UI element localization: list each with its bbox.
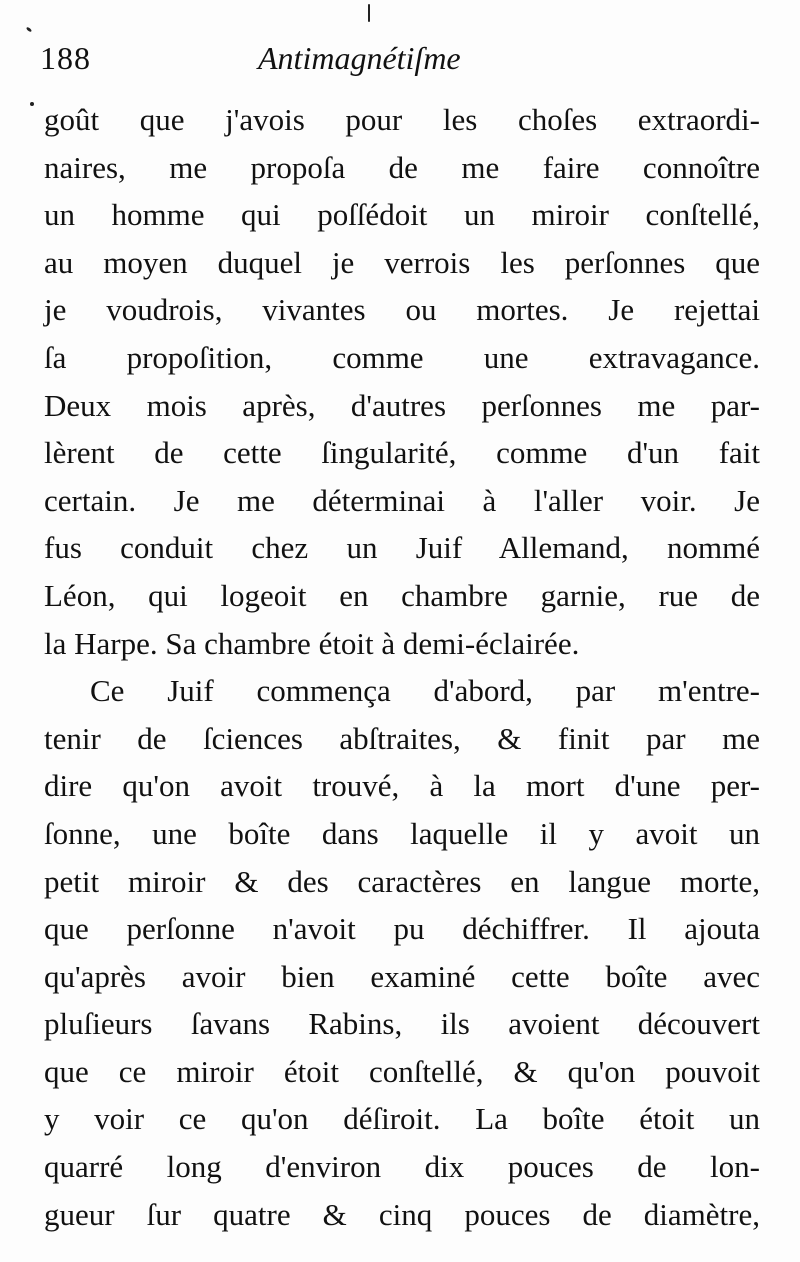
text-line: petit miroir & des caractères en langue morte, <box>44 863 760 899</box>
text-line: que ce miroir étoit conſtellé, & qu'on pouvoit <box>44 1053 760 1089</box>
text-line: ſonne, une boîte dans laquelle il y avoit un <box>44 815 760 851</box>
text-line: Deux mois après, d'autres perſonnes me par- <box>44 387 760 423</box>
text-line: gueur ſur quatre & cinq pouces de diamètre, <box>44 1196 760 1232</box>
text-line: Léon, qui logeoit en chambre garnie, rue de <box>44 577 760 613</box>
text-line: goût que j'avois pour les choſes extraordi- <box>44 102 760 137</box>
text-line: ſa propoſition, comme une extravagance. <box>44 339 760 375</box>
page-header <box>40 40 760 90</box>
text-line: qu'après avoir bien examiné cette boîte avec <box>44 958 760 994</box>
text-line: Ce Juif commença d'abord, par m'entre- <box>90 673 760 709</box>
text-line: lèrent de cette ſingularité, comme d'un fait <box>44 435 760 471</box>
text-line: au moyen duquel je verrois les perſonnes que <box>44 244 760 280</box>
text-line: naires, me propoſa de me faire connoître <box>44 149 760 185</box>
text-line: la Harpe. Sa chambre étoit à demi-éclairée. <box>44 625 580 661</box>
page-number: 188 <box>40 40 91 76</box>
scan-speck <box>30 102 34 106</box>
text-line: dire qu'on avoit trouvé, à la mort d'une per- <box>44 768 760 804</box>
scan-speck <box>26 26 33 32</box>
text-line: certain. Je me déterminai à l'aller voir. Je <box>44 482 760 518</box>
running-title: Antimagnétiſme <box>258 40 461 76</box>
text-line: quarré long d'environ dix pouces de lon- <box>44 1149 760 1185</box>
text-line: pluſieurs ſavans Rabins, ils avoient découvert <box>44 1006 760 1042</box>
text-line: que perſonne n'avoit pu déchiffrer. Il ajouta <box>44 911 760 947</box>
text-line: je voudrois, vivantes ou mortes. Je rejettai <box>44 292 760 328</box>
text-line: fus conduit chez un Juif Allemand, nommé <box>44 530 760 566</box>
scan-speck <box>368 4 370 22</box>
text-line: y voir ce qu'on déſiroit. La boîte étoit un <box>44 1101 760 1137</box>
text-line: tenir de ſciences abſtraites, & finit par me <box>44 720 760 756</box>
body-text <box>44 96 760 1238</box>
text-line: un homme qui poſſédoit un miroir conſtellé, <box>44 197 760 233</box>
